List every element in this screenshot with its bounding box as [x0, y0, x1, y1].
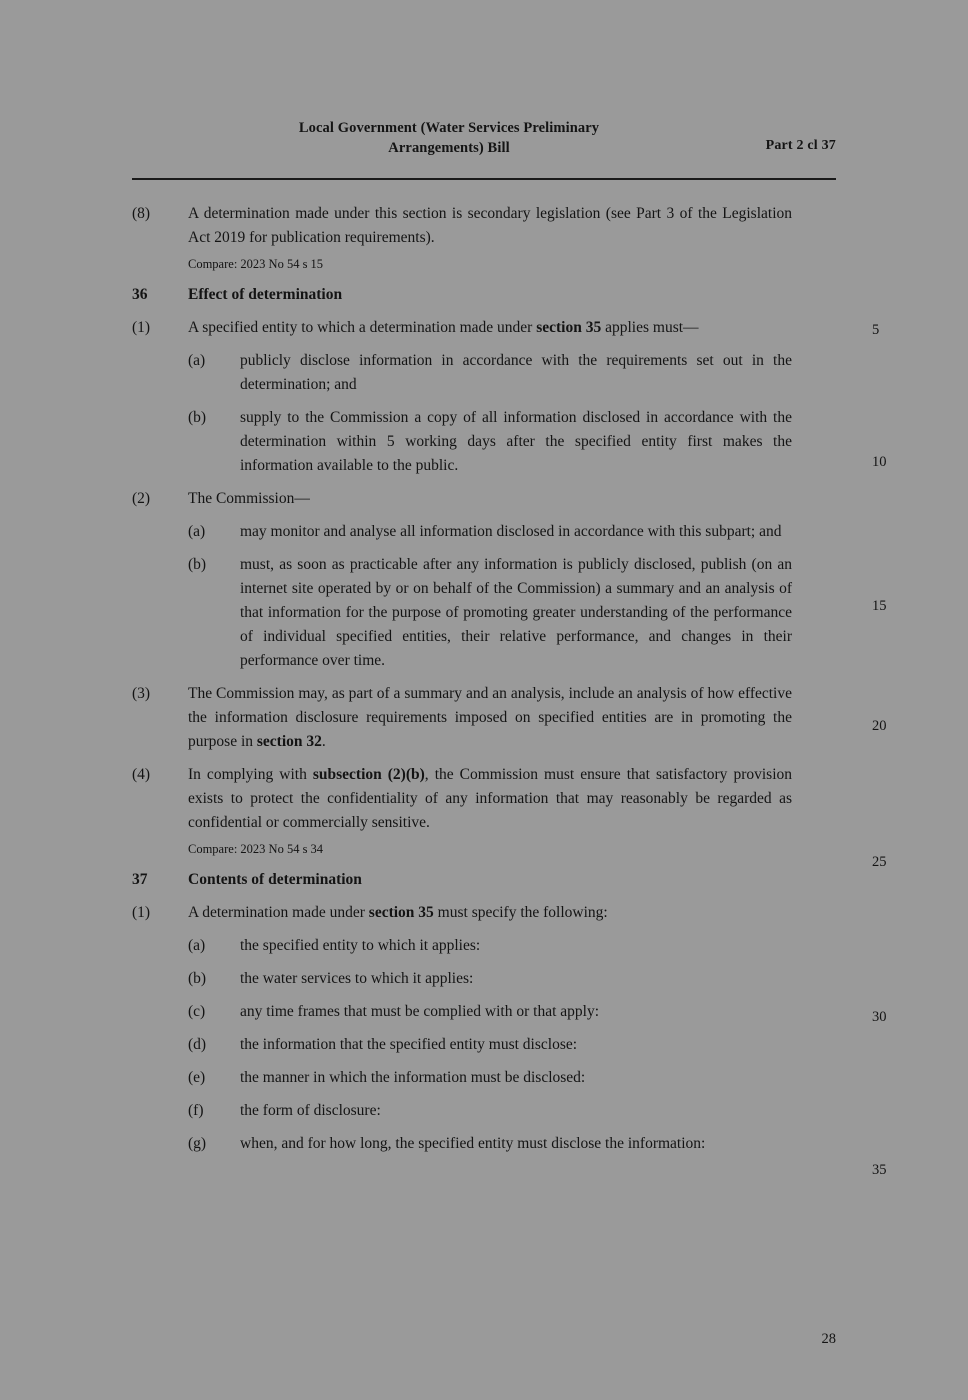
paragraph-number: (a) — [188, 352, 206, 369]
clause-number: (1) — [132, 319, 151, 336]
paragraph-text: the specified entity to which it applies: — [240, 937, 481, 954]
clause-35-subsection-8 — [132, 202, 836, 250]
clause-text — [188, 763, 836, 835]
clause-36-subsection-2 — [132, 487, 836, 511]
paragraph-text: may monitor and analyse all information disclosed in accordance with this subpart; and — [240, 523, 782, 540]
line-number-20: 20 — [872, 718, 887, 734]
clause-text-part: applies must— — [601, 319, 699, 336]
section-title: Effect of determination — [188, 286, 343, 303]
clause-37-1-b — [188, 967, 836, 991]
clause-text-part: The Commission may, as part of a summary and an analysis, include an analysis of how effective the information disclosure requirements imposed on specified entities are in promoting the purpose in — [188, 685, 792, 750]
line-number-25: 25 — [872, 854, 887, 870]
clause-36-1-b — [188, 406, 836, 478]
compare-note-36: Compare: 2023 No 54 s 34 — [188, 842, 324, 856]
running-head-title-line2: Arrangements) Bill — [388, 140, 510, 156]
clause-36-1-a — [188, 349, 836, 397]
clause-36-2-b — [188, 553, 836, 673]
clause-text-part: A specified entity to which a determination made under — [188, 319, 537, 336]
clause-37-1-e — [188, 1066, 836, 1090]
clause-text — [188, 316, 836, 340]
clause-text-part: must specify the following: — [433, 904, 608, 921]
paragraph-number: (c) — [188, 1003, 206, 1020]
clause-text — [188, 682, 836, 754]
cross-reference-section-35[interactable]: section 35 — [368, 904, 434, 921]
clause-number: (4) — [132, 766, 151, 783]
line-number-5: 5 — [872, 322, 880, 338]
clause-36-subsection-4 — [132, 763, 836, 835]
clause-37-1-c — [188, 1000, 836, 1024]
running-head-title — [182, 118, 716, 158]
clause-text: A determination made under this section is secondary legislation (see Part 3 of the Legislation Act 2019 for publication requirements). — [188, 205, 792, 246]
running-head-title-line1: Local Government (Water Services Preliminary — [298, 120, 600, 136]
paragraph-text: the water services to which it applies: — [240, 970, 474, 987]
cross-reference-section-32[interactable]: section 32 — [256, 733, 322, 750]
paragraph-number: (b) — [188, 556, 207, 573]
clause-text-part: . — [321, 733, 326, 750]
paragraph-number: (b) — [188, 970, 207, 987]
page-number: 28 — [821, 1331, 836, 1347]
section-number: 37 — [132, 871, 148, 888]
clause-37-1-f — [188, 1099, 836, 1123]
clause-37-1-a — [188, 934, 836, 958]
line-number-35: 35 — [872, 1162, 887, 1178]
paragraph-text: the information that the specified entity must disclose: — [240, 1036, 578, 1053]
clause-number: (1) — [132, 904, 151, 921]
clause-number: (2) — [132, 490, 151, 507]
section-title: Contents of determination — [188, 871, 362, 888]
paragraph-text: must, as soon as practicable after any information is publicly disclosed, publish (on an internet site operated by or on behalf of the Commission) a summary and an analysis of that information for the purpose of promoting greater understanding of the performance of individual specified entities, their relative performance, and changes in their performance over time. — [240, 556, 792, 669]
running-head-part-reference: Part 2 cl 37 — [765, 138, 836, 153]
paragraph-number: (a) — [188, 937, 206, 954]
paragraph-text: supply to the Commission a copy of all information disclosed in accordance with the determination within 5 working days after the specified entity first makes the information available to the public. — [240, 409, 792, 474]
paragraph-text: publicly disclose information in accordance with the requirements set out in the determination; and — [240, 352, 792, 393]
line-number-15: 15 — [872, 598, 887, 614]
clause-36-subsection-3 — [132, 682, 836, 754]
section-37-heading — [132, 868, 836, 892]
clause-text-part: In complying with — [188, 766, 313, 783]
cross-reference-section-35[interactable]: section 35 — [536, 319, 602, 336]
section-36-heading — [132, 283, 836, 307]
paragraph-number: (e) — [188, 1069, 206, 1086]
clause-36-2-a — [188, 520, 836, 544]
clause-number: (3) — [132, 685, 151, 702]
line-number-10: 10 — [872, 454, 887, 470]
clause-text-part: , the Commission must ensure that satisfactory provision exists to protect the confidentiality of any information that may reasonably be regarded as confidential or commercially sensitive. — [188, 766, 792, 831]
paragraph-number: (a) — [188, 523, 206, 540]
clause-text — [188, 901, 836, 925]
cross-reference-subsection-2b[interactable]: subsection (2)(b) — [312, 766, 425, 783]
clause-37-subsection-1 — [132, 901, 836, 925]
paragraph-text: when, and for how long, the specified entity must disclose the information: — [240, 1135, 706, 1152]
paragraph-number: (d) — [188, 1036, 207, 1053]
clause-number: (8) — [132, 205, 151, 222]
clause-36-subsection-1 — [132, 316, 836, 340]
clause-37-1-d — [188, 1033, 836, 1057]
clause-text: The Commission— — [188, 490, 310, 507]
compare-note-35: Compare: 2023 No 54 s 15 — [188, 257, 324, 271]
paragraph-number: (f) — [188, 1102, 204, 1119]
paragraph-number: (g) — [188, 1135, 207, 1152]
header-rule — [132, 178, 836, 180]
clause-text-part: A determination made under — [188, 904, 369, 921]
section-number: 36 — [132, 286, 148, 303]
running-head — [132, 118, 836, 174]
clause-37-1-g — [188, 1132, 836, 1156]
line-number-30: 30 — [872, 1009, 887, 1025]
paragraph-text: the manner in which the information must be disclosed: — [240, 1069, 586, 1086]
paragraph-text: the form of disclosure: — [240, 1102, 381, 1119]
paragraph-number: (b) — [188, 409, 207, 426]
paragraph-text: any time frames that must be complied with or that apply: — [240, 1003, 599, 1020]
